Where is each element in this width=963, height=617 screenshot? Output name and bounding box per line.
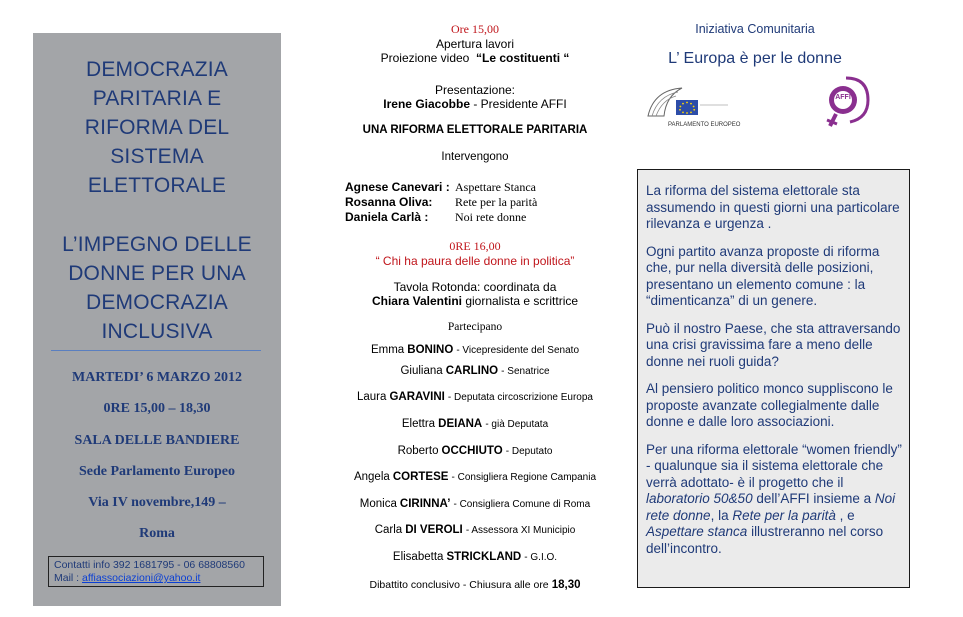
moderator-name: Chiara Valentini (371, 294, 462, 308)
info-emphasis: Aspettare stanca (646, 524, 748, 539)
section-title: UNA RIFORMA ELETTORALE PARITARIA (362, 124, 588, 136)
participant-surname: GARAVINI (389, 391, 445, 403)
video-title: “Le costituenti “ (476, 51, 570, 65)
participant-role: - Deputata circoscrizione Europa (447, 392, 593, 403)
affi-logo (816, 72, 876, 132)
info-paragraph: Ogni partito avanza proposte di riforma che, pur nella diversità delle posizioni, presentano un elemento comune : la “dimenticanza” di un genere. (646, 243, 880, 308)
round-title: “ Chi ha paura delle donne in politica” (375, 254, 575, 268)
speaker-name: Agnese Canevari : (345, 180, 450, 194)
event-street: Via IV novembre,149 – (88, 495, 226, 510)
participant (325, 471, 625, 483)
speaker-name: Daniela Carlà : (345, 210, 429, 224)
affi-venus-icon (816, 72, 876, 132)
ep-logo-caption: PARLAMENTO EUROPEO (668, 122, 741, 128)
participant (325, 344, 625, 356)
info-text: , e (835, 507, 855, 523)
participant-surname: DEIANA (438, 418, 483, 430)
participant-surname: CORTESE (392, 471, 449, 483)
presentation-label: Presentazione: (434, 83, 516, 97)
initiative-label: Iniziativa Comunitaria (695, 22, 815, 36)
participant-role: - G.I.O. (524, 552, 558, 563)
mail-link[interactable]: affiassociazioni@yahoo.it (82, 572, 201, 584)
title-line: ELETTORALE (87, 174, 227, 197)
subtitle-line: DEMOCRAZIA (85, 291, 228, 314)
participant-role: - Assessora XI Municipio (465, 525, 576, 536)
opening: Apertura lavori (435, 37, 515, 51)
participants-label: Partecipano (447, 321, 503, 333)
presenter-role: - Presidente AFFI (470, 97, 567, 111)
participant (325, 551, 625, 563)
subtitle-line: L’IMPEGNO DELLE (62, 233, 252, 256)
video-label: Proiezione video (380, 51, 470, 65)
contact-box (48, 556, 264, 587)
participant-surname: BONINO (407, 344, 454, 356)
participant-surname: OCCHIUTO (441, 445, 503, 457)
speaker-org: Noi rete donne (455, 210, 527, 224)
participant-first: Emma (370, 344, 405, 356)
info-paragraph: Al pensiero politico monco suppliscono le proposte avanzate collegialmente dalle donne e dalle loro associazioni. (646, 381, 893, 429)
left-panel (33, 33, 281, 606)
event-city: Roma (139, 526, 175, 541)
info-paragraph (646, 442, 904, 558)
event-time: 0RE 15,00 – 18,30 (103, 401, 211, 416)
participant-role: - già Deputata (485, 419, 549, 430)
event-date: MARTEDI’ 6 MARZO 2012 (72, 370, 242, 385)
video-line (325, 51, 625, 65)
speaker-row (345, 180, 536, 194)
moderator-role: giornalista e scrittrice (465, 294, 579, 308)
event-venue: Sede Parlamento Europeo (78, 464, 236, 479)
participant-first: Carla (374, 524, 403, 536)
participant-first: Elettra (401, 418, 436, 430)
info-box (637, 169, 910, 588)
contact-mail-row (54, 572, 263, 585)
title-line: SISTEMA (110, 145, 204, 168)
participant-surname: CIRINNA’ (399, 498, 451, 510)
participant-role: - Senatrice (501, 366, 550, 377)
participant (325, 418, 625, 430)
title-line: PARITARIA E (92, 87, 222, 110)
info-text: Per una riforma elettorale “women friendly” - qualunque sia il sistema elettorale che verrà adottato- è il progetto che il (646, 441, 902, 490)
info-paragraph: La riforma del sistema elettorale sta assumendo in questi giorni una particolare rilevanza e urgenza . (646, 183, 900, 231)
info-emphasis: Noi rete donne (646, 491, 896, 523)
participant (325, 445, 625, 457)
speaker-row (345, 210, 527, 224)
round-label: Tavola Rotonda: coordinata da (393, 280, 557, 294)
participant-first: Monica (359, 498, 397, 510)
participant-surname: CARLINO (445, 365, 499, 377)
subtitle-line: INCLUSIVA (101, 320, 213, 343)
participant-role: - Vicepresidente del Senato (456, 345, 580, 356)
speaker-row (345, 195, 538, 209)
participant (325, 524, 625, 536)
mail-label: Mail : (54, 572, 80, 584)
speaker-org: Aspettare Stanca (455, 180, 536, 194)
participant-first: Elisabetta (392, 551, 444, 563)
title-line: RIFORMA DEL (84, 116, 230, 139)
participant (325, 498, 625, 510)
europe-headline: L’ Europa è per le donne (668, 50, 842, 67)
info-emphasis: Rete per la parità (732, 507, 836, 523)
subtitle (33, 230, 281, 346)
closing-time: 18,30 (551, 579, 581, 591)
subtitle-line: DONNE PER UNA (68, 262, 246, 285)
participant-first: Roberto (397, 445, 439, 457)
closing-line (325, 579, 625, 591)
divider (51, 350, 261, 351)
presenter-name: Irene Giacobbe (383, 97, 470, 111)
participant-surname: DI VEROLI (405, 524, 463, 536)
info-text: illustreranno nel corso dell’incontro. (646, 524, 884, 556)
closing-label: Dibattito conclusivo - Chiusura alle ore (369, 579, 549, 591)
participant-role: - Deputato (505, 446, 553, 457)
info-text: dell’AFFI insieme a (752, 491, 875, 506)
speaker-org: Rete per la parità (455, 195, 538, 209)
participant-role: - Consigliera Comune di Roma (453, 499, 591, 510)
moderator-line (325, 294, 625, 308)
participant-role: - Consigliera Regione Campania (451, 472, 597, 483)
info-paragraph: Può il nostro Paese, che sta attraversando una crisi gravissima fare a meno delle donne nei ruoli guida? (646, 320, 901, 369)
participant-first: Angela (353, 471, 390, 483)
speaker-name: Rosanna Oliva: (345, 195, 433, 209)
participant-surname: STRICKLAND (446, 551, 522, 563)
presenter-line (325, 97, 625, 111)
info-emphasis: laboratorio 50&50 (646, 491, 753, 506)
participant-first: Giuliana (400, 365, 443, 377)
european-parliament-logo (644, 78, 741, 134)
speak-label: Intervengono (441, 151, 509, 163)
contact-phone: Contatti info 392 1681795 - 06 68808560 (54, 559, 245, 571)
info-text: , la (710, 507, 733, 523)
participant (325, 391, 625, 403)
event-room: SALA DELLE BANDIERE (74, 433, 240, 448)
participant-first: Laura (357, 391, 387, 403)
main-title (33, 55, 281, 200)
participant (325, 365, 625, 377)
title-line: DEMOCRAZIA (85, 58, 228, 81)
affi-logo-text: AFFI (835, 94, 851, 101)
time-2: 0RE 16,00 (449, 239, 501, 253)
time-1: Ore 15,00 (451, 22, 499, 36)
